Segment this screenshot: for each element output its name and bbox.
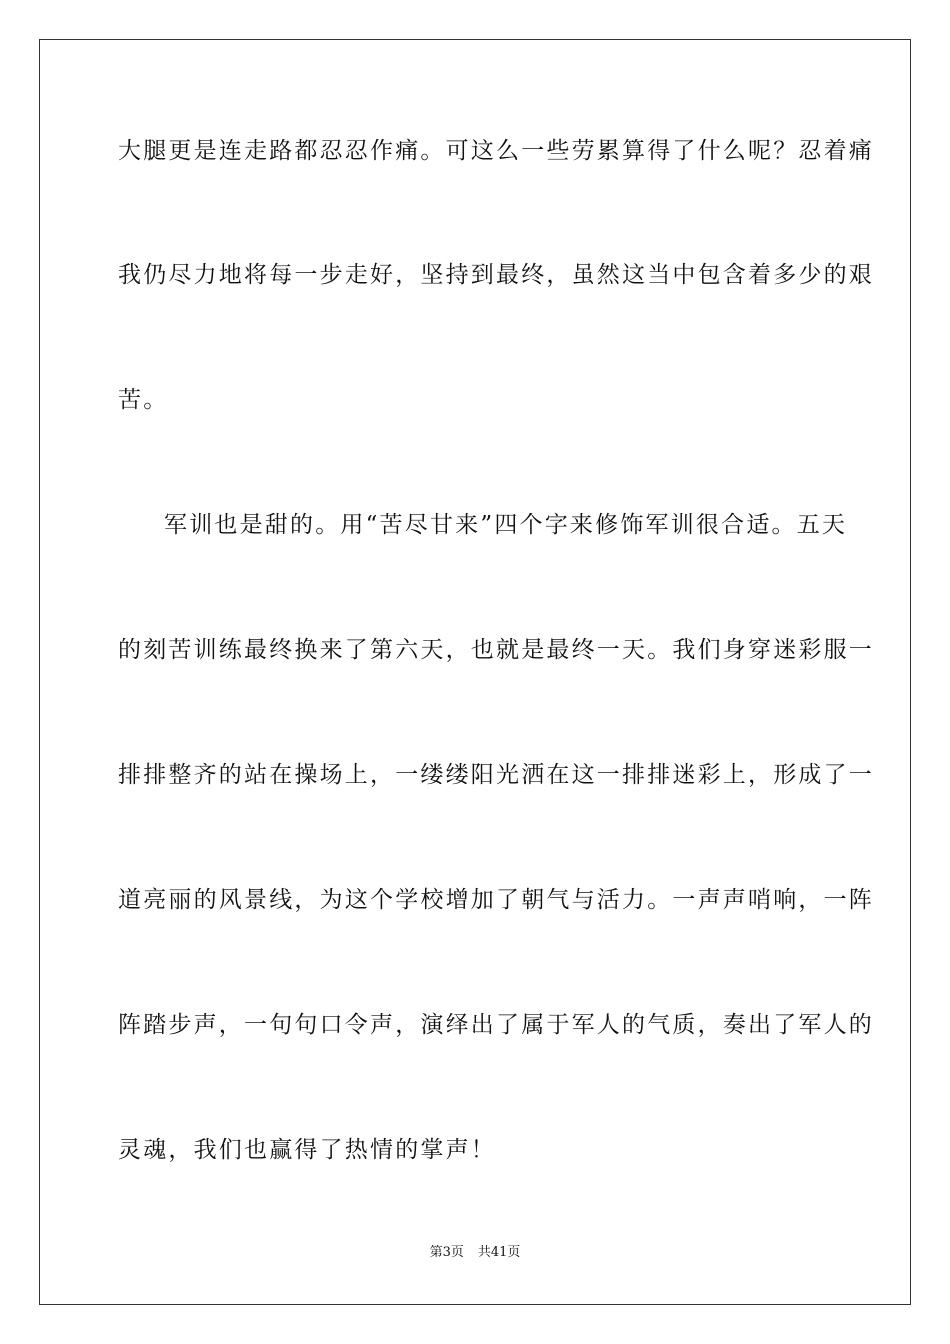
page-footer — [0, 1244, 950, 1262]
text-line-3: 苦。 — [118, 387, 169, 413]
page-number: 第3页 — [429, 1245, 464, 1260]
text-line-4: 军训也是甜的。用“苦尽甘来”四个字来修饰军训很合适。五天 — [164, 512, 848, 538]
text-line-6: 排排整齐的站在操场上，一缕缕阳光洒在这一排排迷彩上，形成了一 — [118, 762, 874, 788]
text-line-5: 的刻苦训练最终换来了第六天，也就是最终一天。我们身穿迷彩服一 — [118, 637, 874, 663]
text-line-7: 道亮丽的风景线，为这个学校增加了朝气与活力。一声声哨响，一阵 — [118, 887, 874, 913]
text-line-9: 灵魂，我们也赢得了热情的掌声！ — [118, 1137, 496, 1163]
page-total: 共41页 — [477, 1245, 521, 1260]
text-line-1: 大腿更是连走路都忍忍作痛。可这么一些劳累算得了什么呢？忍着痛 — [118, 138, 874, 164]
page-border — [39, 39, 911, 1305]
text-line-2: 我仍尽力地将每一步走好，坚持到最终，虽然这当中包含着多少的艰 — [118, 262, 874, 288]
text-line-8: 阵踏步声，一句句口令声，演绎出了属于军人的气质，奏出了军人的 — [118, 1012, 874, 1038]
